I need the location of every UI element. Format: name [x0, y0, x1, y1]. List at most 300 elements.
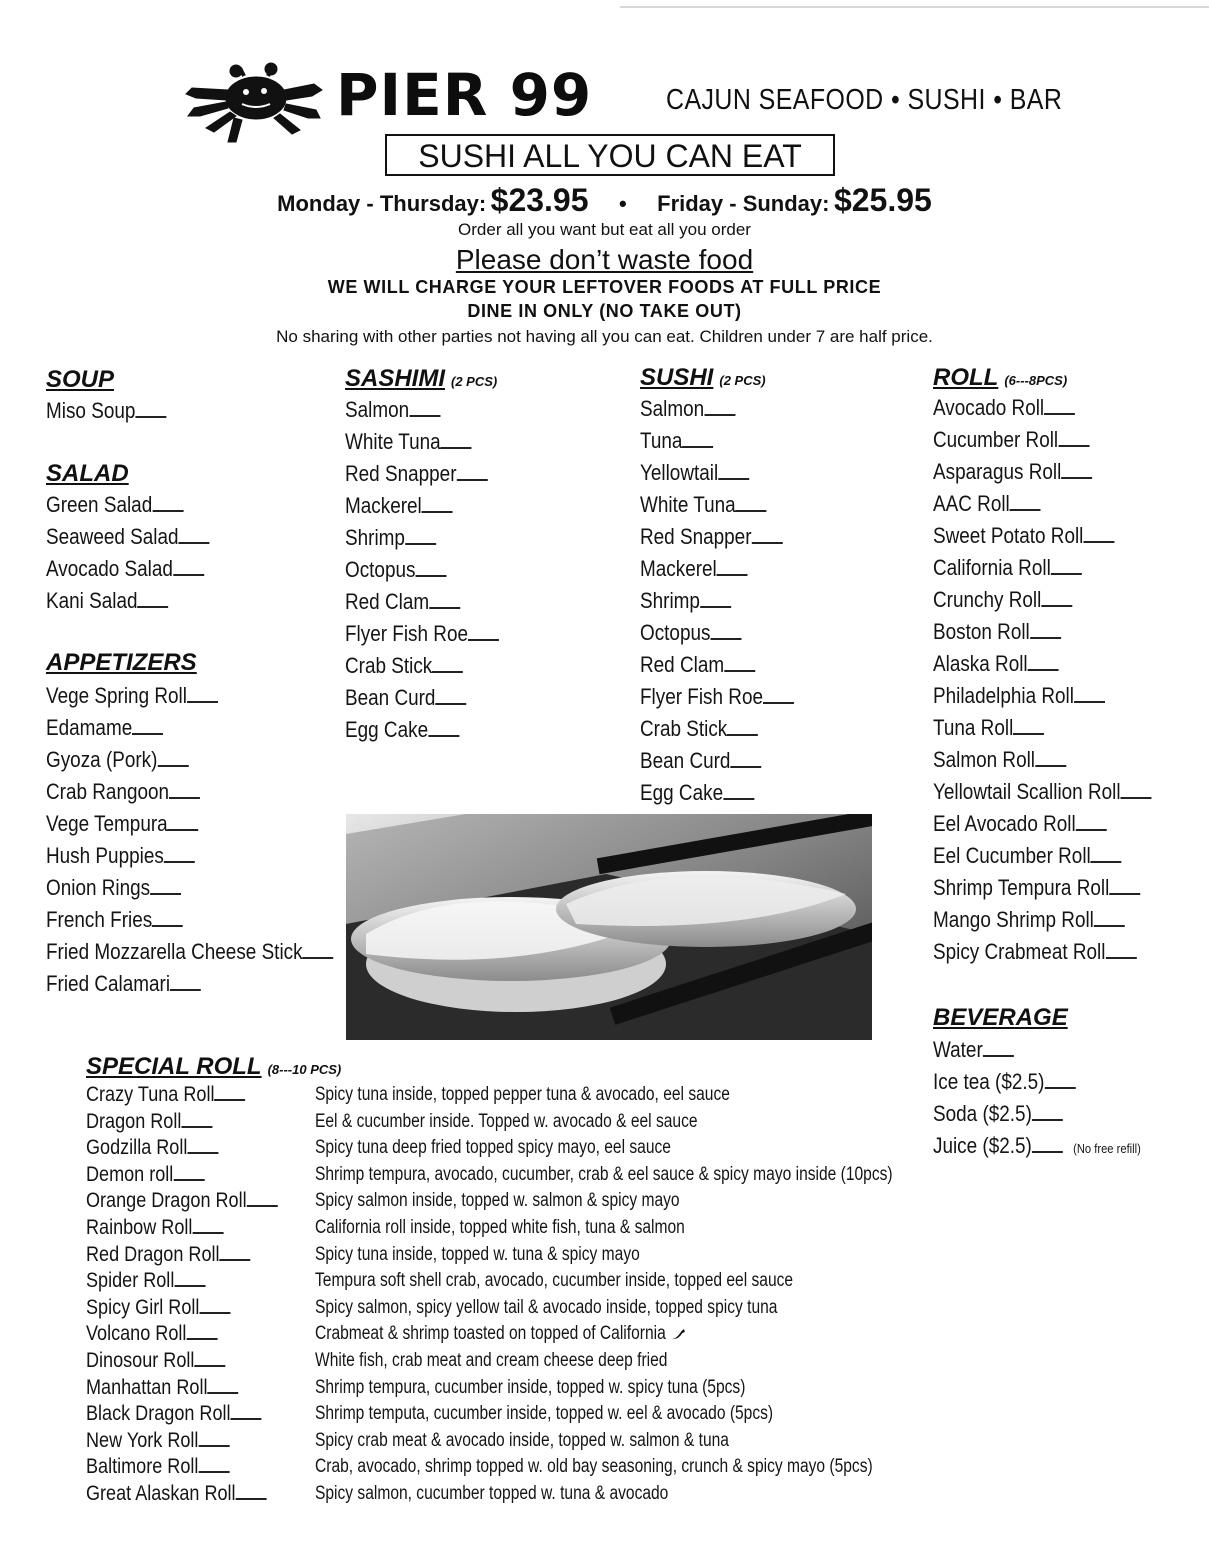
salad-item-label: Kani Salad	[46, 588, 138, 613]
special-roll-piece-note: (8---10 PCS)	[267, 1062, 342, 1077]
quantity-blank	[192, 1216, 223, 1234]
quantity-blank	[1010, 491, 1041, 511]
sashimi-item-label: Crab Stick	[345, 653, 433, 678]
special-roll-description	[315, 1215, 685, 1241]
quantity-blank	[164, 843, 195, 863]
order-note: Order all you want but eat all you order	[458, 220, 751, 239]
sushi-item-label: Flyer Fish Roe	[640, 684, 764, 709]
quantity-blank	[1032, 1101, 1063, 1121]
appetizers-item	[46, 969, 201, 999]
sashimi-item	[345, 459, 487, 489]
sashimi-item-label: Red Snapper	[345, 461, 457, 486]
sushi-item	[640, 394, 735, 424]
appetizers-heading-text: APPETIZERS	[46, 649, 197, 676]
roll-item	[933, 489, 1041, 519]
appetizers-item	[46, 841, 195, 871]
special-roll-name: Orange Dragon Roll	[86, 1189, 247, 1213]
special-roll-name: Volcano Roll	[86, 1322, 187, 1346]
special-roll-item	[86, 1454, 229, 1480]
special-roll-item	[86, 1375, 238, 1401]
quantity-blank	[1032, 1133, 1063, 1153]
special-roll-name: Baltimore Roll	[86, 1455, 199, 1479]
roll-item-label: Sweet Potato Roll	[933, 523, 1084, 548]
roll-item-label: Eel Cucumber Roll	[933, 843, 1091, 868]
sushi-piece-note: (2 PCS)	[719, 373, 766, 388]
sushi-item	[640, 554, 748, 584]
quantity-blank	[723, 780, 754, 800]
quantity-blank	[1061, 459, 1092, 479]
special-roll-item	[86, 1162, 204, 1188]
salad-item-label: Seaweed Salad	[46, 524, 179, 549]
weekend-price: $25.95	[833, 182, 932, 218]
quantity-blank	[763, 684, 794, 704]
sashimi-item	[345, 491, 453, 521]
special-roll-name: Spicy Girl Roll	[86, 1295, 200, 1319]
roll-item-label: Cucumber Roll	[933, 427, 1059, 452]
sushi-item-label: Salmon	[640, 396, 705, 421]
sashimi-heading-text: SASHIMI	[345, 365, 446, 392]
soup-heading	[46, 365, 114, 395]
sashimi-heading	[345, 364, 497, 394]
sashimi-item	[345, 427, 472, 457]
appetizers-item	[46, 937, 334, 967]
sushi-item	[640, 618, 741, 648]
special-roll-name: Crazy Tuna Roll	[86, 1083, 215, 1106]
sashimi-piece-note: (2 PCS)	[451, 374, 498, 389]
roll-piece-note: (6---8PCS)	[1004, 373, 1068, 388]
quantity-blank	[730, 748, 761, 768]
roll-item-label: Eel Avocado Roll	[933, 811, 1076, 836]
quantity-blank	[1083, 523, 1114, 543]
beverage-item-label: Water	[933, 1037, 983, 1062]
appetizers-item	[46, 745, 188, 775]
special-roll-desc-text: Tempura soft shell crab, avocado, cucumber inside, topped eel sauce	[315, 1270, 794, 1292]
quantity-blank	[1028, 651, 1059, 671]
quantity-blank	[1105, 939, 1136, 959]
special-roll-desc-text: Shrimp tempura, avocado, cucumber, crab & eel sauce & spicy mayo inside (10pcs)	[315, 1163, 893, 1185]
soup-heading-text: SOUP	[46, 366, 115, 393]
sashimi-item	[345, 715, 459, 745]
quantity-blank	[441, 429, 472, 449]
roll-item	[933, 553, 1082, 583]
beverage-heading-text: BEVERAGE	[933, 1004, 1068, 1031]
quantity-blank	[170, 971, 201, 991]
special-roll-desc-text: Crabmeat & shrimp toasted on topped of California	[315, 1323, 666, 1345]
sharing-note: No sharing with other parties not having all you can eat. Children under 7 are half price.	[276, 327, 933, 346]
salad-heading	[46, 459, 129, 489]
roll-item	[933, 393, 1075, 423]
sushi-item-label: Shrimp	[640, 588, 700, 613]
quantity-blank	[1013, 715, 1044, 735]
quantity-blank	[468, 621, 499, 641]
quantity-blank	[983, 1037, 1014, 1057]
roll-item-label: Asparagus Roll	[933, 459, 1062, 484]
sushi-item-label: Crab Stick	[640, 716, 728, 741]
special-roll-name: New York Roll	[86, 1428, 199, 1452]
sushi-item	[640, 586, 731, 616]
roll-item-label: Alaska Roll	[933, 651, 1028, 676]
quantity-blank	[173, 1163, 204, 1181]
special-roll-item	[86, 1295, 230, 1321]
beverage-item	[933, 1131, 1141, 1161]
sashimi-item-label: Salmon	[345, 397, 410, 422]
quantity-blank	[1076, 811, 1107, 831]
quantity-blank	[704, 396, 735, 416]
sashimi-item-label: White Tuna	[345, 429, 441, 454]
weekend-label: Friday - Sunday:	[657, 191, 830, 216]
special-roll-item	[86, 1401, 262, 1427]
quantity-blank	[168, 811, 199, 831]
quantity-blank	[199, 1296, 230, 1314]
quantity-blank	[405, 525, 436, 545]
special-roll-description	[315, 1268, 793, 1294]
quantity-blank	[1121, 779, 1152, 799]
special-roll-name: Manhattan Roll	[86, 1375, 208, 1399]
quantity-blank	[1074, 683, 1105, 703]
quantity-blank	[187, 683, 218, 703]
special-roll-desc-text: Spicy salmon, spicy yellow tail & avocado inside, topped spicy tuna	[315, 1296, 778, 1318]
ayce-banner: SUSHI ALL YOU CAN EAT	[385, 134, 835, 176]
special-roll-description	[315, 1188, 680, 1214]
special-roll-desc-text: Spicy tuna inside, topped pepper tuna & avocado, eel sauce	[315, 1084, 730, 1105]
sashimi-item-label: Octopus	[345, 557, 416, 582]
quantity-blank	[187, 1136, 218, 1154]
salad-item	[46, 522, 210, 552]
roll-item	[933, 681, 1105, 711]
quantity-blank	[429, 589, 460, 609]
quantity-blank	[1044, 395, 1075, 415]
quantity-blank	[1091, 843, 1122, 863]
sushi-heading-text: SUSHI	[640, 364, 714, 391]
special-roll-item	[86, 1215, 223, 1241]
quantity-blank	[432, 653, 463, 673]
quantity-blank	[752, 524, 783, 544]
quantity-blank	[194, 1349, 225, 1367]
special-roll-item	[86, 1321, 217, 1347]
beverage-heading	[933, 1003, 1068, 1033]
special-roll-desc-text: California roll inside, topped white fish, tuna & salmon	[315, 1217, 685, 1238]
appetizers-heading	[46, 648, 197, 678]
quantity-blank	[428, 717, 459, 737]
special-roll-description	[315, 1375, 745, 1401]
special-roll-item	[86, 1242, 250, 1268]
roll-item	[933, 617, 1061, 647]
special-roll-name: Red Dragon Roll	[86, 1242, 220, 1266]
sushi-item-label: Red Snapper	[640, 524, 752, 549]
special-roll-desc-text: White fish, crab meat and cream cheese deep fried	[315, 1350, 668, 1371]
appetizers-item-label: Vege Tempura	[46, 811, 168, 836]
appetizers-item-label: Crab Rangoon	[46, 779, 170, 804]
roll-item	[933, 905, 1125, 935]
quantity-blank	[717, 556, 748, 576]
quantity-blank	[150, 875, 181, 895]
special-roll-description	[315, 1135, 671, 1161]
sashimi-item	[345, 395, 440, 425]
special-roll-heading-text: SPECIAL ROLL	[86, 1053, 262, 1080]
salad-item	[46, 490, 183, 520]
quantity-blank	[1030, 619, 1061, 639]
sashimi-item-label: Mackerel	[345, 493, 422, 518]
beverage-item-label: Soda ($2.5)	[933, 1101, 1032, 1126]
roll-item-label: Mango Shrimp Roll	[933, 907, 1094, 932]
special-roll-heading	[86, 1052, 341, 1082]
special-roll-desc-text: Spicy tuna inside, topped w. tuna & spicy mayo	[315, 1243, 640, 1265]
special-roll-item	[86, 1188, 278, 1214]
sashimi-item	[345, 587, 460, 617]
price-line	[0, 182, 1209, 222]
quantity-blank	[724, 652, 755, 672]
special-roll-desc-text: Spicy crab meat & avocado inside, topped w. salmon & tuna	[315, 1429, 729, 1451]
appetizers-item-label: Fried Mozzarella Cheese Stick	[46, 939, 303, 964]
special-roll-name: Great Alaskan Roll	[86, 1482, 236, 1505]
sushi-item-label: Egg Cake	[640, 780, 724, 805]
quantity-blank	[132, 715, 163, 735]
roll-item-label: Tuna Roll	[933, 715, 1014, 740]
appetizers-item-label: Edamame	[46, 715, 133, 740]
beverage-item	[933, 1099, 1063, 1129]
crab-icon	[184, 58, 324, 144]
quantity-blank	[457, 461, 488, 481]
quantity-blank	[409, 397, 440, 417]
special-roll-item	[86, 1481, 267, 1507]
special-roll-name: Dragon Roll	[86, 1109, 182, 1133]
appetizers-item-label: French Fries	[46, 907, 153, 932]
quantity-blank	[1041, 587, 1072, 607]
special-roll-item	[86, 1348, 225, 1374]
sushi-item-label: Yellowtail	[640, 460, 719, 485]
quantity-blank	[1058, 427, 1089, 447]
salad-item-label: Avocado Salad	[46, 556, 173, 581]
quantity-blank	[220, 1243, 251, 1261]
special-roll-description	[315, 1481, 668, 1507]
sushi-item	[640, 746, 761, 776]
roll-item	[933, 841, 1122, 871]
special-roll-desc-text: Spicy salmon, cucumber topped w. tuna & avocado	[315, 1483, 669, 1504]
sushi-item	[640, 650, 755, 680]
sushi-item	[640, 458, 749, 488]
quantity-blank	[736, 492, 767, 512]
special-roll-item	[86, 1428, 229, 1454]
quantity-blank	[179, 524, 210, 544]
roll-heading-text: ROLL	[933, 364, 999, 391]
quantity-blank	[214, 1083, 245, 1101]
appetizers-item	[46, 713, 163, 743]
roll-heading	[933, 363, 1067, 393]
special-roll-desc-text: Eel & cucumber inside. Topped w. avocado & eel sauce	[315, 1110, 698, 1132]
quantity-blank	[435, 685, 466, 705]
salad-item-label: Green Salad	[46, 492, 153, 517]
sushi-item-label: Red Clam	[640, 652, 725, 677]
sushi-item	[640, 522, 782, 552]
quantity-blank	[181, 1110, 212, 1128]
appetizers-item	[46, 905, 183, 935]
appetizers-item-label: Gyoza (Pork)	[46, 747, 158, 772]
refill-note: (No free refill)	[1073, 1141, 1141, 1156]
sushi-item	[640, 682, 794, 712]
special-roll-desc-text: Shrimp temputa, cucumber inside, topped w. eel & avocado (5pcs)	[315, 1403, 774, 1425]
sashimi-item-label: Red Clam	[345, 589, 430, 614]
sashimi-item	[345, 683, 466, 713]
sushi-item-label: Tuna	[640, 428, 683, 453]
quantity-blank	[718, 460, 749, 480]
special-roll-item	[86, 1109, 212, 1135]
roll-item-label: California Roll	[933, 555, 1051, 580]
scan-edge	[620, 6, 1209, 8]
appetizers-item	[46, 873, 181, 903]
beverage-item-label: Ice tea ($2.5)	[933, 1069, 1045, 1094]
quantity-blank	[152, 907, 183, 927]
special-roll-description	[315, 1401, 773, 1427]
sushi-heading	[640, 363, 766, 393]
roll-item	[933, 809, 1107, 839]
price-separator: •	[618, 191, 627, 216]
salad-item	[46, 586, 168, 616]
salad-item	[46, 554, 204, 584]
roll-item-label: Avocado Roll	[933, 395, 1045, 420]
quantity-blank	[1051, 555, 1082, 575]
sashimi-item-label: Egg Cake	[345, 717, 429, 742]
special-roll-item	[86, 1268, 205, 1294]
quantity-blank	[138, 588, 169, 608]
appetizers-item-label: Vege Spring Roll	[46, 683, 187, 708]
beverage-item	[933, 1035, 1014, 1065]
sashimi-item	[345, 555, 446, 585]
appetizers-item-label: Onion Rings	[46, 875, 151, 900]
quantity-blank	[207, 1376, 238, 1394]
roll-item	[933, 873, 1140, 903]
special-roll-item	[86, 1135, 218, 1161]
quantity-blank	[247, 1189, 278, 1207]
weekday-price: $23.95	[490, 182, 589, 218]
quantity-blank	[1035, 747, 1066, 767]
roll-item	[933, 521, 1114, 551]
sashimi-item	[345, 619, 499, 649]
roll-item	[933, 585, 1072, 615]
sushi-item	[640, 490, 767, 520]
quantity-blank	[169, 779, 200, 799]
brand-tagline: CAJUN SEAFOOD • SUSHI • BAR	[666, 84, 1063, 116]
special-roll-desc-text: Spicy tuna deep fried topped spicy mayo, eel sauce	[315, 1137, 671, 1159]
sashimi-item-label: Shrimp	[345, 525, 405, 550]
roll-item-label: Philadelphia Roll	[933, 683, 1074, 708]
special-roll-desc-text: Shrimp tempura, cucumber inside, topped w. spicy tuna (5pcs)	[315, 1376, 746, 1398]
special-roll-item	[86, 1082, 245, 1108]
sashimi-item-label: Bean Curd	[345, 685, 436, 710]
special-roll-name: Dinosour Roll	[86, 1349, 195, 1372]
sashimi-item	[345, 523, 436, 553]
special-roll-description	[315, 1321, 686, 1347]
roll-item	[933, 745, 1066, 775]
quantity-blank	[198, 1429, 229, 1447]
salad-heading-text: SALAD	[46, 460, 129, 487]
special-roll-name: Demon roll	[86, 1162, 174, 1186]
sushi-item	[640, 778, 754, 808]
quantity-blank	[700, 588, 731, 608]
dine-in-note: DINE IN ONLY (NO TAKE OUT)	[467, 301, 742, 321]
special-roll-name: Black Dragon Roll	[86, 1402, 231, 1426]
appetizers-item	[46, 809, 199, 839]
special-roll-desc-text: Spicy salmon inside, topped w. salmon & spicy mayo	[315, 1190, 680, 1212]
roll-item-label: Shrimp Tempura Roll	[933, 875, 1110, 900]
quantity-blank	[682, 428, 713, 448]
special-roll-description	[315, 1109, 698, 1135]
roll-item	[933, 457, 1092, 487]
special-roll-desc-text: Crab, avocado, shrimp topped w. old bay seasoning, crunch & spicy mayo (5pcs)	[315, 1456, 873, 1478]
quantity-blank	[710, 620, 741, 640]
roll-item-label: Yellowtail Scallion Roll	[933, 779, 1121, 804]
sushi-item-label: Bean Curd	[640, 748, 731, 773]
special-roll-description	[315, 1348, 667, 1374]
roll-item-label: Salmon Roll	[933, 747, 1036, 772]
soup-item-label: Miso Soup	[46, 398, 136, 423]
soup-item	[46, 396, 166, 426]
special-roll-name: Spider Roll	[86, 1269, 175, 1293]
quantity-blank	[415, 557, 446, 577]
roll-item	[933, 713, 1044, 743]
charge-note: WE WILL CHARGE YOUR LEFTOVER FOODS AT FULL PRICE	[327, 277, 882, 297]
quantity-blank	[157, 747, 188, 767]
appetizers-item	[46, 777, 200, 807]
special-roll-description	[315, 1082, 730, 1108]
special-roll-name: Rainbow Roll	[86, 1216, 193, 1239]
quantity-blank	[1044, 1069, 1075, 1089]
sushi-item-label: Mackerel	[640, 556, 717, 581]
quantity-blank	[1109, 875, 1140, 895]
quantity-blank	[174, 1269, 205, 1287]
sushi-item-label: White Tuna	[640, 492, 736, 517]
waste-note: Please don’t waste food	[455, 244, 754, 275]
weekday-label: Monday - Thursday:	[277, 191, 487, 216]
quantity-blank	[135, 398, 166, 418]
roll-item-label: Crunchy Roll	[933, 587, 1042, 612]
roll-item	[933, 937, 1136, 967]
chili-pepper-icon	[670, 1327, 686, 1341]
quantity-blank	[173, 556, 204, 576]
quantity-blank	[236, 1482, 267, 1500]
sushi-item	[640, 426, 713, 456]
beverage-item	[933, 1067, 1075, 1097]
special-roll-description	[315, 1162, 893, 1188]
sashimi-item-label: Flyer Fish Roe	[345, 621, 469, 646]
appetizers-item	[46, 681, 218, 711]
special-roll-description	[315, 1295, 777, 1321]
special-roll-name: Godzilla Roll	[86, 1136, 188, 1160]
brand-name: PIER 99	[336, 61, 593, 129]
sashimi-item	[345, 651, 463, 681]
roll-item-label: Spicy Crabmeat Roll	[933, 939, 1106, 964]
roll-item-label: AAC Roll	[933, 491, 1010, 516]
special-roll-description	[315, 1242, 640, 1268]
quantity-blank	[422, 493, 453, 513]
sushi-item-label: Octopus	[640, 620, 711, 645]
quantity-blank	[727, 716, 758, 736]
beverage-item-label: Juice ($2.5)	[933, 1133, 1032, 1158]
appetizers-item-label: Hush Puppies	[46, 843, 164, 868]
roll-item	[933, 425, 1089, 455]
quantity-blank	[303, 939, 334, 959]
sushi-item	[640, 714, 758, 744]
quantity-blank	[186, 1322, 217, 1340]
quantity-blank	[152, 492, 183, 512]
roll-item	[933, 777, 1152, 807]
roll-item-label: Boston Roll	[933, 619, 1030, 644]
special-roll-description	[315, 1428, 729, 1454]
special-roll-description	[315, 1454, 873, 1480]
quantity-blank	[1094, 907, 1125, 927]
quantity-blank	[198, 1455, 229, 1473]
appetizers-item-label: Fried Calamari	[46, 971, 171, 996]
sushi-photo	[346, 814, 872, 1040]
